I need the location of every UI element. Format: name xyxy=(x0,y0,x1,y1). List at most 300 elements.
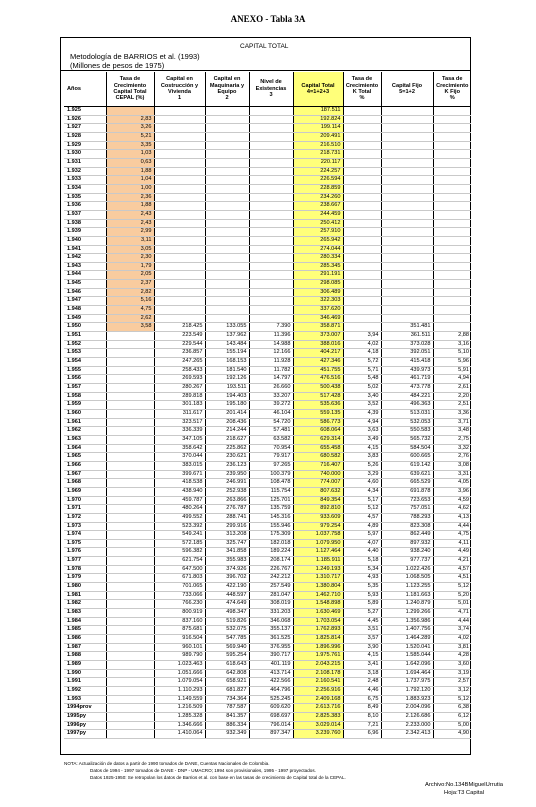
cell-fixed-growth xyxy=(433,219,471,228)
cell-construction xyxy=(154,167,205,176)
cell-fixed-capital xyxy=(381,228,433,237)
cell-fixed-capital xyxy=(381,158,433,167)
cell-total-capital: 559.135 xyxy=(293,409,343,418)
cell-total-growth: 5,34 xyxy=(343,565,381,574)
cell-machinery xyxy=(205,124,249,133)
cell-cepal-rate xyxy=(106,418,154,427)
cell-year: 1.941 xyxy=(64,245,106,254)
table-row xyxy=(64,288,471,297)
cell-cepal-rate: 3,35 xyxy=(106,141,154,150)
table-row xyxy=(64,487,471,496)
cell-construction: 549.241 xyxy=(154,531,205,540)
cell-inventory xyxy=(249,271,293,280)
cell-construction: 499.552 xyxy=(154,513,205,522)
cell-construction: 523.392 xyxy=(154,522,205,531)
cell-fixed-capital xyxy=(381,210,433,219)
cell-fixed-growth: 4,59 xyxy=(433,496,471,505)
cell-fixed-capital: 473.778 xyxy=(381,384,433,393)
cell-year: 1.958 xyxy=(64,392,106,401)
cell-inventory: 281.047 xyxy=(249,591,293,600)
cell-fixed-capital: 439.973 xyxy=(381,366,433,375)
cell-inventory: 33.207 xyxy=(249,392,293,401)
cell-year: 1.986 xyxy=(64,635,106,644)
cell-inventory: 331.203 xyxy=(249,609,293,618)
cell-machinery: 519.826 xyxy=(205,617,249,626)
cell-machinery: 246.991 xyxy=(205,479,249,488)
cell-year: 1.950 xyxy=(64,323,106,332)
cell-machinery: 547.785 xyxy=(205,635,249,644)
cell-cepal-rate: 1,03 xyxy=(106,150,154,159)
cell-machinery xyxy=(205,262,249,271)
cell-machinery: 195.180 xyxy=(205,401,249,410)
cell-inventory xyxy=(249,219,293,228)
cell-construction: 596.382 xyxy=(154,548,205,557)
cell-machinery: 374.926 xyxy=(205,565,249,574)
cell-construction: 383.015 xyxy=(154,461,205,470)
cell-inventory: 97.265 xyxy=(249,461,293,470)
cell-fixed-growth: 4,44 xyxy=(433,522,471,531)
cell-total-growth: 4,46 xyxy=(343,686,381,695)
cell-total-capital: 192.824 xyxy=(293,115,343,124)
cell-total-growth xyxy=(343,323,381,332)
cell-total-capital: 3.239.760 xyxy=(293,730,343,739)
cell-fixed-growth xyxy=(433,314,471,323)
cell-cepal-rate xyxy=(106,635,154,644)
cell-total-growth xyxy=(343,141,381,150)
cell-fixed-capital: 639.621 xyxy=(381,470,433,479)
cell-total-capital: 228.859 xyxy=(293,184,343,193)
cell-inventory: 39.272 xyxy=(249,401,293,410)
cell-total-growth: 2,48 xyxy=(343,678,381,687)
cell-total-capital: 476.516 xyxy=(293,375,343,384)
table-row xyxy=(64,444,471,453)
cell-construction xyxy=(154,193,205,202)
cell-total-growth xyxy=(343,107,381,116)
cell-total-growth: 6,96 xyxy=(343,730,381,739)
header-fixed-capital xyxy=(381,72,433,107)
cell-cepal-rate xyxy=(106,427,154,436)
cell-total-growth: 5,71 xyxy=(343,366,381,375)
cell-total-capital: 388.016 xyxy=(293,340,343,349)
table-row xyxy=(64,297,471,306)
cell-inventory: 63.582 xyxy=(249,435,293,444)
cell-cepal-rate xyxy=(106,652,154,661)
cell-machinery: 208.436 xyxy=(205,418,249,427)
cell-fixed-capital: 1.356.986 xyxy=(381,617,433,626)
cell-total-capital: 216.510 xyxy=(293,141,343,150)
cell-fixed-growth: 4,49 xyxy=(433,548,471,557)
cell-construction xyxy=(154,150,205,159)
cell-cepal-rate: 1,88 xyxy=(106,167,154,176)
cell-inventory: 361.525 xyxy=(249,635,293,644)
cell-fixed-capital: 373.028 xyxy=(381,340,433,349)
header-label: Nivel de Existencias xyxy=(255,79,287,92)
table-row xyxy=(64,262,471,271)
cell-year: 1.993 xyxy=(64,695,106,704)
cell-cepal-rate: 1,79 xyxy=(106,262,154,271)
cell-cepal-rate xyxy=(106,107,154,116)
cell-fixed-growth xyxy=(433,228,471,237)
cell-cepal-rate xyxy=(106,487,154,496)
cell-machinery: 595.254 xyxy=(205,652,249,661)
cell-fixed-capital: 897.932 xyxy=(381,539,433,548)
cell-fixed-growth: 5,20 xyxy=(433,591,471,600)
cell-construction: 289.818 xyxy=(154,392,205,401)
header-label: Capital Fijo xyxy=(391,82,423,89)
cell-fixed-capital: 532.053 xyxy=(381,418,433,427)
cell-cepal-rate: 2,83 xyxy=(106,115,154,124)
cell-cepal-rate xyxy=(106,392,154,401)
cell-fixed-growth xyxy=(433,202,471,211)
cell-total-capital: 306.489 xyxy=(293,288,343,297)
table-row xyxy=(64,461,471,470)
cell-year: 1.979 xyxy=(64,574,106,583)
cell-total-growth: 4,57 xyxy=(343,513,381,522)
cell-fixed-growth xyxy=(433,271,471,280)
cell-inventory xyxy=(249,306,293,315)
cell-inventory: 401.119 xyxy=(249,661,293,670)
cell-inventory: 464.796 xyxy=(249,686,293,695)
cell-inventory: 226.767 xyxy=(249,565,293,574)
table-row xyxy=(64,158,471,167)
cell-machinery: 193.511 xyxy=(205,384,249,393)
cell-construction: 621.754 xyxy=(154,557,205,566)
cell-fixed-growth: 3,36 xyxy=(433,409,471,418)
cell-inventory xyxy=(249,115,293,124)
cell-cepal-rate xyxy=(106,522,154,531)
cell-fixed-growth xyxy=(433,288,471,297)
cell-total-growth: 3,52 xyxy=(343,401,381,410)
cell-fixed-growth xyxy=(433,297,471,306)
cell-cepal-rate xyxy=(106,479,154,488)
section-title: CAPITAL TOTAL xyxy=(240,43,289,50)
cell-machinery xyxy=(205,314,249,323)
cell-total-growth xyxy=(343,184,381,193)
methodology-line: Metodología de BARRIOS et al. (1993) xyxy=(70,52,200,61)
cell-fixed-capital: 584.504 xyxy=(381,444,433,453)
cell-inventory xyxy=(249,210,293,219)
cell-cepal-rate xyxy=(106,591,154,600)
cell-total-growth xyxy=(343,280,381,289)
cell-machinery: 263.866 xyxy=(205,496,249,505)
cell-cepal-rate xyxy=(106,678,154,687)
cell-machinery: 787.587 xyxy=(205,704,249,713)
cell-construction xyxy=(154,210,205,219)
table-row xyxy=(64,323,471,332)
cell-cepal-rate xyxy=(106,409,154,418)
note-line: Datos de 1994 - 1997 tomados de DANE - DNP - UMACRO; 1994 son provisionales, 1995 - 1997 proyectados. xyxy=(90,768,316,773)
cell-total-capital: 500.438 xyxy=(293,384,343,393)
cell-construction: 1.346.666 xyxy=(154,721,205,730)
table-row xyxy=(64,704,471,713)
cell-fixed-growth: 4,13 xyxy=(433,513,471,522)
cell-total-growth xyxy=(343,245,381,254)
cell-year: 1.951 xyxy=(64,332,106,341)
cell-cepal-rate xyxy=(106,349,154,358)
cell-fixed-capital xyxy=(381,167,433,176)
cell-construction: 247.265 xyxy=(154,358,205,367)
cell-inventory xyxy=(249,107,293,116)
cell-fixed-capital xyxy=(381,184,433,193)
cell-machinery xyxy=(205,132,249,141)
cell-total-capital: 346.469 xyxy=(293,314,343,323)
cell-machinery: 201.414 xyxy=(205,409,249,418)
cell-construction: 459.787 xyxy=(154,496,205,505)
cell-inventory xyxy=(249,262,293,271)
cell-total-capital: 892.810 xyxy=(293,505,343,514)
cell-fixed-growth xyxy=(433,124,471,133)
cell-year: 1.982 xyxy=(64,600,106,609)
table-row xyxy=(64,591,471,600)
cell-total-capital: 238.667 xyxy=(293,202,343,211)
cell-inventory: 182.018 xyxy=(249,539,293,548)
cell-inventory: 115.754 xyxy=(249,487,293,496)
header-label: Tasa de Crecimiento K Total xyxy=(345,76,379,95)
cell-machinery: 137.962 xyxy=(205,332,249,341)
cell-total-capital: 274.044 xyxy=(293,245,343,254)
cell-year: 1.971 xyxy=(64,505,106,514)
cell-year: 1.983 xyxy=(64,609,106,618)
table-row xyxy=(64,245,471,254)
cell-fixed-growth: 3,19 xyxy=(433,669,471,678)
cell-year: 1.953 xyxy=(64,349,106,358)
cell-construction xyxy=(154,124,205,133)
cell-construction: 336.339 xyxy=(154,427,205,436)
cell-inventory: 376.955 xyxy=(249,643,293,652)
cell-total-growth: 4,39 xyxy=(343,409,381,418)
table-row xyxy=(64,539,471,548)
cell-cepal-rate xyxy=(106,557,154,566)
cell-year: 1.985 xyxy=(64,626,106,635)
cell-cepal-rate: 2,43 xyxy=(106,210,154,219)
cell-inventory: 135.759 xyxy=(249,505,293,514)
cell-cepal-rate: 1,04 xyxy=(106,176,154,185)
cell-fixed-growth: 4,44 xyxy=(433,617,471,626)
cell-total-capital: 1.630.469 xyxy=(293,609,343,618)
cell-fixed-growth: 6,12 xyxy=(433,712,471,721)
cell-year: 1.926 xyxy=(64,115,106,124)
cell-construction: 1.023.463 xyxy=(154,661,205,670)
table-row xyxy=(64,513,471,522)
cell-fixed-capital xyxy=(381,124,433,133)
cell-year: 1.988 xyxy=(64,652,106,661)
cell-total-capital: 187.511 xyxy=(293,107,343,116)
cell-machinery: 532.075 xyxy=(205,626,249,635)
cell-inventory xyxy=(249,202,293,211)
cell-total-growth xyxy=(343,202,381,211)
cell-fixed-capital: 2.126.686 xyxy=(381,712,433,721)
table-row xyxy=(64,280,471,289)
cell-machinery: 642.808 xyxy=(205,669,249,678)
cell-inventory: 525.245 xyxy=(249,695,293,704)
cell-year: 1.932 xyxy=(64,167,106,176)
cell-fixed-growth: 3,32 xyxy=(433,444,471,453)
cell-total-capital: 358.871 xyxy=(293,323,343,332)
cell-year: 1.959 xyxy=(64,401,106,410)
cell-fixed-growth: 5,91 xyxy=(433,366,471,375)
cell-machinery xyxy=(205,184,249,193)
cell-fixed-growth: 4,57 xyxy=(433,565,471,574)
cell-total-capital: 322.303 xyxy=(293,297,343,306)
cell-construction: 323.517 xyxy=(154,418,205,427)
table-row xyxy=(64,609,471,618)
cell-fixed-capital xyxy=(381,150,433,159)
cell-total-capital: 655.458 xyxy=(293,444,343,453)
cell-year: 1.935 xyxy=(64,193,106,202)
cell-fixed-growth xyxy=(433,141,471,150)
cell-machinery xyxy=(205,254,249,263)
cell-total-capital: 517.428 xyxy=(293,392,343,401)
cell-fixed-capital: 1.737.975 xyxy=(381,678,433,687)
cell-fixed-capital: 665.529 xyxy=(381,479,433,488)
cell-fixed-capital xyxy=(381,107,433,116)
cell-fixed-capital xyxy=(381,297,433,306)
table-row xyxy=(64,695,471,704)
cell-machinery xyxy=(205,306,249,315)
cell-construction: 671.803 xyxy=(154,574,205,583)
cell-cepal-rate xyxy=(106,730,154,739)
cell-inventory: 355.137 xyxy=(249,626,293,635)
cell-total-capital: 1.703.054 xyxy=(293,617,343,626)
cell-total-growth: 8,10 xyxy=(343,712,381,721)
cell-inventory: 11.396 xyxy=(249,332,293,341)
cell-total-capital: 337.620 xyxy=(293,306,343,315)
cell-fixed-growth: 4,21 xyxy=(433,557,471,566)
cell-fixed-growth: 4,11 xyxy=(433,539,471,548)
cell-inventory: 14.988 xyxy=(249,340,293,349)
cell-machinery xyxy=(205,288,249,297)
cell-construction xyxy=(154,107,205,116)
header-divider xyxy=(60,70,471,71)
cell-fixed-growth: 2,20 xyxy=(433,392,471,401)
cell-cepal-rate: 3,26 xyxy=(106,124,154,133)
cell-fixed-capital: 1.068.505 xyxy=(381,574,433,583)
cell-machinery: 225.862 xyxy=(205,444,249,453)
cell-total-capital: 1.037.758 xyxy=(293,531,343,540)
cell-machinery xyxy=(205,236,249,245)
cell-year: 1.948 xyxy=(64,306,106,315)
cell-inventory xyxy=(249,141,293,150)
cell-machinery: 239.950 xyxy=(205,470,249,479)
table-row xyxy=(64,115,471,124)
cell-construction: 1.285.328 xyxy=(154,712,205,721)
table-row xyxy=(64,219,471,228)
table-row xyxy=(64,150,471,159)
cell-fixed-growth xyxy=(433,115,471,124)
cell-construction: 766.230 xyxy=(154,600,205,609)
cell-construction xyxy=(154,141,205,150)
cell-inventory: 125.701 xyxy=(249,496,293,505)
header-inventory-level xyxy=(249,72,293,107)
cell-machinery xyxy=(205,297,249,306)
header-year xyxy=(64,72,106,107)
header-number: % xyxy=(449,95,455,102)
cell-total-growth xyxy=(343,271,381,280)
header-cepal-rate xyxy=(106,72,154,107)
cell-fixed-capital: 392.051 xyxy=(381,349,433,358)
cell-year: 1.961 xyxy=(64,418,106,427)
cell-construction xyxy=(154,262,205,271)
cell-cepal-rate xyxy=(106,375,154,384)
cell-cepal-rate xyxy=(106,600,154,609)
cell-inventory xyxy=(249,176,293,185)
cell-cepal-rate xyxy=(106,435,154,444)
cell-total-capital: 1.185.911 xyxy=(293,557,343,566)
cell-fixed-capital: 788.293 xyxy=(381,513,433,522)
cell-construction: 837.160 xyxy=(154,617,205,626)
cell-total-growth: 4,02 xyxy=(343,340,381,349)
cell-year: 1.954 xyxy=(64,358,106,367)
cell-year: 1.968 xyxy=(64,479,106,488)
cell-machinery: 192.126 xyxy=(205,375,249,384)
cell-inventory: 346.068 xyxy=(249,617,293,626)
cell-construction: 480.264 xyxy=(154,505,205,514)
cell-cepal-rate: 2,36 xyxy=(106,193,154,202)
cell-fixed-capital xyxy=(381,193,433,202)
cell-fixed-capital: 757.051 xyxy=(381,505,433,514)
cell-year: 1.927 xyxy=(64,124,106,133)
cell-machinery xyxy=(205,271,249,280)
cell-cepal-rate xyxy=(106,401,154,410)
cell-total-growth: 7,21 xyxy=(343,721,381,730)
cell-fixed-capital xyxy=(381,271,433,280)
cell-year: 1.945 xyxy=(64,280,106,289)
cell-total-growth xyxy=(343,288,381,297)
cell-machinery: 734.364 xyxy=(205,695,249,704)
cell-cepal-rate: 5,21 xyxy=(106,132,154,141)
cell-machinery: 143.484 xyxy=(205,340,249,349)
cell-total-capital: 265.942 xyxy=(293,236,343,245)
cell-total-capital: 218.731 xyxy=(293,150,343,159)
cell-fixed-growth: 2,75 xyxy=(433,435,471,444)
cell-total-growth: 3,57 xyxy=(343,635,381,644)
cell-total-capital: 1.462.710 xyxy=(293,591,343,600)
cell-construction: 1.051.666 xyxy=(154,669,205,678)
cell-cepal-rate xyxy=(106,531,154,540)
cell-machinery: 474.649 xyxy=(205,600,249,609)
header-label: Capital Total xyxy=(301,82,335,89)
cell-fixed-growth xyxy=(433,107,471,116)
cell-total-growth xyxy=(343,124,381,133)
table-row xyxy=(64,557,471,566)
cell-fixed-capital xyxy=(381,262,433,271)
cell-total-growth: 5,02 xyxy=(343,384,381,393)
cell-cepal-rate xyxy=(106,643,154,652)
cell-total-growth xyxy=(343,158,381,167)
cell-cepal-rate: 2,82 xyxy=(106,288,154,297)
cell-fixed-capital: 1.642.096 xyxy=(381,661,433,670)
cell-year: 1.952 xyxy=(64,340,106,349)
cell-year: 1.981 xyxy=(64,591,106,600)
cell-cepal-rate: 3,05 xyxy=(106,245,154,254)
cell-construction xyxy=(154,254,205,263)
cell-fixed-growth: 2,51 xyxy=(433,401,471,410)
cell-total-growth xyxy=(343,132,381,141)
table-row xyxy=(64,314,471,323)
table-row xyxy=(64,522,471,531)
cell-year: 1.937 xyxy=(64,210,106,219)
cell-total-capital: 586.773 xyxy=(293,418,343,427)
cell-inventory xyxy=(249,288,293,297)
cell-machinery: 299.916 xyxy=(205,522,249,531)
cell-machinery: 569.940 xyxy=(205,643,249,652)
cell-cepal-rate xyxy=(106,712,154,721)
cell-fixed-capital: 2.233.000 xyxy=(381,721,433,730)
cell-fixed-capital: 513.031 xyxy=(381,409,433,418)
cell-fixed-growth: 2,57 xyxy=(433,678,471,687)
cell-total-growth xyxy=(343,297,381,306)
cell-machinery: 396.702 xyxy=(205,574,249,583)
